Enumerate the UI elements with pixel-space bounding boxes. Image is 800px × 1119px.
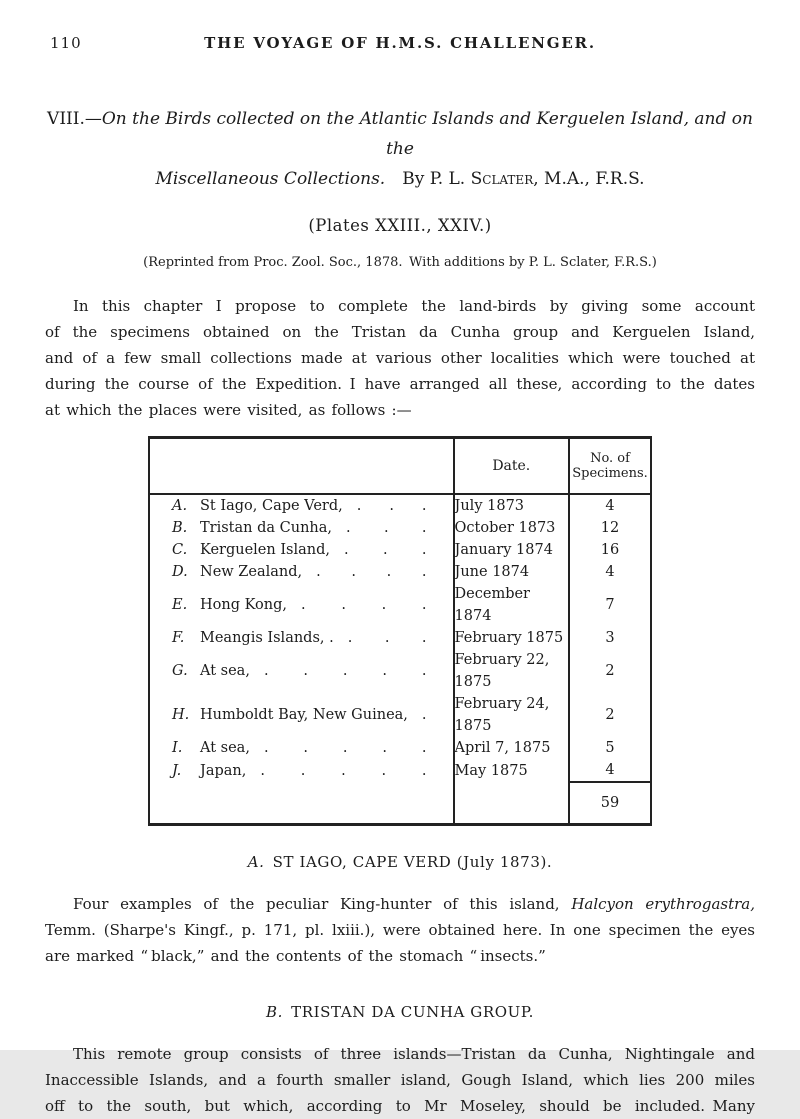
text-line <box>45 943 755 969</box>
header-specimens-line1: No. of <box>590 451 630 466</box>
row-letter: A. <box>172 498 188 514</box>
date-cell: February 1875 <box>454 627 570 649</box>
text-segment: Halcyon erythrogastra, <box>571 895 755 913</box>
text-line <box>45 397 755 423</box>
count-cell: 4 <box>569 561 651 583</box>
date-cell: July 1873 <box>454 494 570 517</box>
table-row <box>149 693 651 737</box>
text-segment: off to the south, but which, according to Mr Moseley, should be included. Many <box>45 1097 755 1115</box>
count-cell: 7 <box>569 583 651 627</box>
date-cell: February 22, 1875 <box>454 649 570 693</box>
reprint-note: (Reprinted from Proc. Zool. Soc., 1878. With additions by P. L. Sclater, F.R.S.) <box>143 255 657 270</box>
text-line <box>45 853 755 871</box>
place-cell <box>149 561 454 583</box>
row-letter: C. <box>172 542 188 558</box>
place-name: Kerguelen Island, <box>200 542 331 558</box>
header-place-cell <box>149 438 454 495</box>
text-segment: Inaccessible Islands, and a fourth smaller island, Gough Island, which lies 200 miles <box>45 1071 755 1089</box>
place-name: Meangis Islands, . <box>200 630 334 646</box>
text-segment: A. <box>247 853 265 871</box>
text-segment: Four examples of the peculiar King-hunter of this island, <box>73 895 572 913</box>
text-segment: In this chapter I propose to complete the land-birds by giving some account <box>73 297 755 315</box>
text-segment: during the course of the Expedition. I have arranged all these, according to the dates <box>45 375 755 393</box>
text-segment: and of a few small collections made at various other localities which were touched at <box>45 349 755 367</box>
date-cell: January 1874 <box>454 539 570 561</box>
dot-leader: . . . . . <box>263 663 427 679</box>
row-letter: B. <box>172 520 188 536</box>
text-segment: of the specimens obtained on the Tristan da Cunha group and Kerguelen Island, <box>45 323 755 341</box>
table-total-row <box>149 782 651 825</box>
section-b-heading <box>45 1003 755 1021</box>
count-cell: 16 <box>569 539 651 561</box>
plates-note: (Plates XXIII., XXIV.) <box>308 216 492 235</box>
row-letter: E. <box>172 597 188 613</box>
text-segment: ST IAGO, CAPE VERD (July 1873). <box>264 853 553 871</box>
table-header-row <box>149 438 651 495</box>
text-segment: On the Birds collected on the Atlantic Islands and Kerguelen Island, and on the <box>101 109 753 159</box>
total-empty-date <box>454 782 570 825</box>
table-row <box>149 561 651 583</box>
date-cell: October 1873 <box>454 517 570 539</box>
count-cell: 2 <box>569 693 651 737</box>
text-line <box>45 1067 755 1093</box>
text-segment: VIII.— <box>47 109 102 129</box>
running-title: THE VOYAGE OF H.M.S. CHALLENGER. <box>204 34 596 52</box>
table-row <box>149 627 651 649</box>
text-line <box>45 1041 755 1067</box>
place-cell <box>149 539 454 561</box>
text-line <box>45 371 755 397</box>
chapter-heading <box>45 104 755 194</box>
table-row <box>149 649 651 693</box>
text-line <box>45 319 755 345</box>
text-segment: , M.A., F.R.S. <box>533 169 645 189</box>
table-row <box>149 539 651 561</box>
place-cell <box>149 583 454 627</box>
page-number: 110 <box>50 34 82 52</box>
text-line <box>45 293 755 319</box>
count-cell: 4 <box>569 759 651 782</box>
place-cell <box>149 693 454 737</box>
dot-leader: . . . . <box>316 564 427 580</box>
date-cell: February 24, 1875 <box>454 693 570 737</box>
text-line <box>45 1093 755 1119</box>
header-specimens-line2: Specimens. <box>572 466 648 481</box>
place-cell <box>149 494 454 517</box>
text-segment: Sclater <box>470 169 534 189</box>
count-cell: 12 <box>569 517 651 539</box>
text-line <box>45 164 755 194</box>
place-name: Japan, <box>200 762 247 779</box>
table-row <box>149 759 651 782</box>
table-row <box>149 494 651 517</box>
dot-leader: . . . <box>344 542 427 558</box>
header-date-cell: Date. <box>454 438 570 495</box>
place-name: Tristan da Cunha, <box>200 520 333 536</box>
total-empty-place <box>149 782 454 825</box>
table-row <box>149 517 651 539</box>
header-specimens-cell <box>569 438 651 495</box>
table-row <box>149 583 651 627</box>
text-segment: This remote group consists of three islands—Tristan da Cunha, Nightingale and <box>73 1045 755 1063</box>
place-name: Hong Kong, <box>200 597 288 613</box>
count-cell: 4 <box>569 494 651 517</box>
row-letter: F. <box>172 630 185 646</box>
place-cell <box>149 737 454 759</box>
section-a-heading <box>45 853 755 871</box>
row-letter: J. <box>172 762 182 779</box>
text-line <box>45 104 755 164</box>
dot-leader: . . . . . <box>263 740 427 756</box>
place-cell <box>149 759 454 782</box>
text-segment: By P. L. <box>385 169 471 189</box>
text-segment: TRISTAN DA CUNHA GROUP. <box>283 1003 534 1021</box>
row-letter: G. <box>172 663 188 679</box>
section-a-paragraph <box>45 891 755 969</box>
text-line <box>45 891 755 917</box>
date-cell: May 1875 <box>454 759 570 782</box>
row-letter: H. <box>172 707 190 723</box>
date-cell: December 1874 <box>454 583 570 627</box>
row-letter: D. <box>172 564 188 580</box>
row-letter: I. <box>172 740 183 756</box>
text-segment: are marked “ black,” and the contents of the stomach “ insects.” <box>45 947 546 965</box>
text-segment: at which the places were visited, as follows :— <box>45 401 412 419</box>
dot-leader: . . . . . <box>260 762 427 779</box>
date-cell: April 7, 1875 <box>454 737 570 759</box>
section-b-paragraph <box>45 1041 755 1119</box>
dot-leader: . <box>421 707 427 723</box>
text-segment: B. <box>266 1003 284 1021</box>
place-cell <box>149 649 454 693</box>
place-name: St Iago, Cape Verd, <box>200 498 343 514</box>
dot-leader: . . . . <box>301 597 427 613</box>
running-head <box>0 0 800 58</box>
total-count-cell: 59 <box>569 782 651 825</box>
dot-leader: . . . <box>346 520 427 536</box>
text-segment: Temm. (Sharpe's Kingf., p. 171, pl. lxiii.), were obtained here. In one specimen the eyes <box>45 921 755 939</box>
text-line <box>45 1003 755 1021</box>
place-cell <box>149 517 454 539</box>
dot-leader: . . . <box>347 630 427 646</box>
place-cell <box>149 627 454 649</box>
count-cell: 5 <box>569 737 651 759</box>
dot-leader: . . . <box>356 498 427 514</box>
specimens-table <box>148 436 652 826</box>
table-row <box>149 737 651 759</box>
place-name: Humboldt Bay, New Guinea, <box>200 707 408 723</box>
date-cell: June 1874 <box>454 561 570 583</box>
intro-paragraph <box>45 293 755 423</box>
text-line <box>45 917 755 943</box>
count-cell: 3 <box>569 627 651 649</box>
text-segment: Miscellaneous Collections. <box>155 169 386 189</box>
count-cell: 2 <box>569 649 651 693</box>
place-name: At sea, <box>200 740 250 756</box>
text-line <box>45 345 755 371</box>
place-name: At sea, <box>200 663 250 679</box>
place-name: New Zealand, <box>200 564 303 580</box>
